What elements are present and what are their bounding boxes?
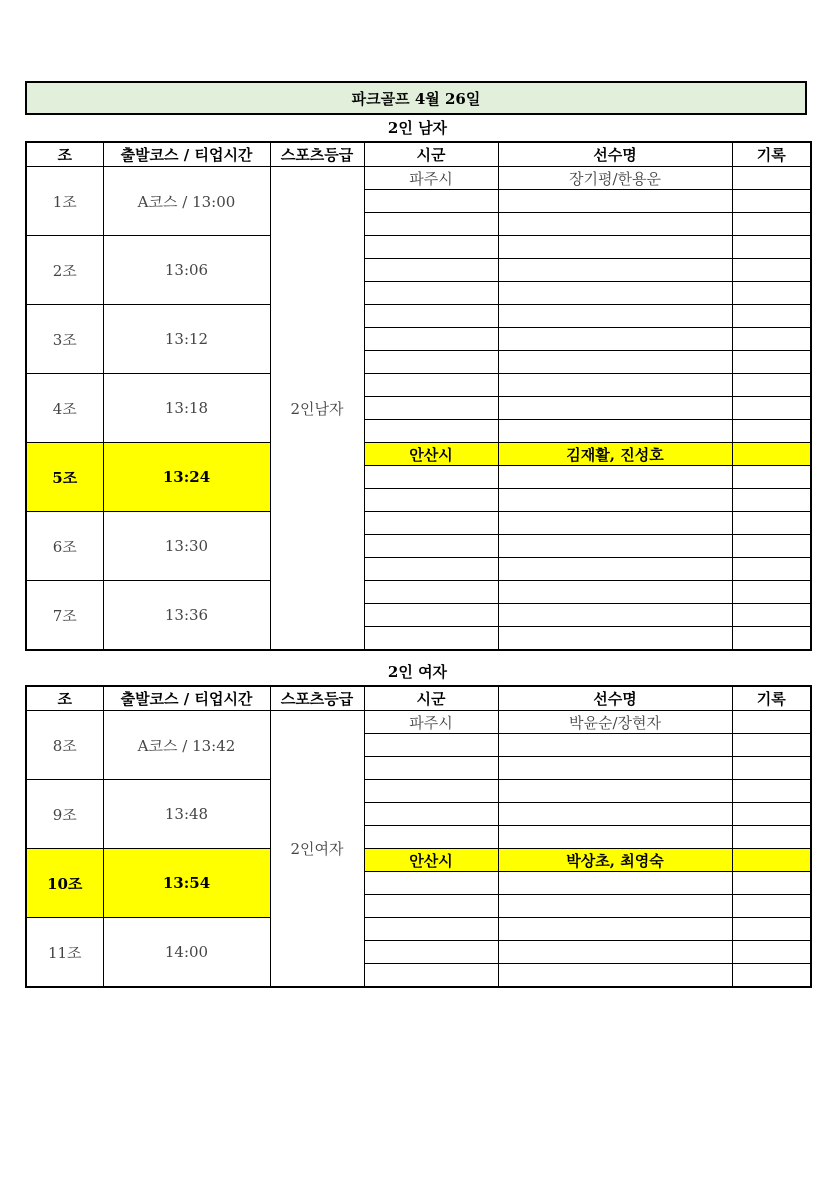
record-cell [732,803,811,826]
table-row [26,918,811,941]
record-cell [732,535,811,558]
city-cell: 안산시 [364,443,498,466]
players-cell [498,466,732,489]
group-cell: 9조 [26,780,103,849]
record-cell [732,711,811,734]
group-cell: 7조 [26,581,103,651]
record-cell [732,826,811,849]
record-cell [732,167,811,190]
city-cell [364,236,498,259]
city-cell [364,305,498,328]
players-cell [498,328,732,351]
record-cell [732,420,811,443]
players-cell [498,282,732,305]
city-cell [364,941,498,964]
table-row [26,780,811,803]
players-cell: 김재활, 진성호 [498,443,732,466]
record-cell [732,558,811,581]
record-cell [732,259,811,282]
city-cell [364,780,498,803]
tee-time-cell: A코스 / 13:00 [103,167,270,236]
schedule-table-men [25,141,812,651]
header-time: 출발코스 / 티업시간 [103,686,270,711]
header-group: 조 [26,686,103,711]
record-cell [732,780,811,803]
city-cell [364,558,498,581]
players-cell [498,757,732,780]
city-cell [364,374,498,397]
players-cell: 장기평/한용운 [498,167,732,190]
group-cell: 5조 [26,443,103,512]
record-cell [732,757,811,780]
players-cell [498,420,732,443]
players-cell [498,259,732,282]
group-cell: 11조 [26,918,103,988]
header-record: 기록 [732,142,811,167]
city-cell [364,190,498,213]
city-cell: 파주시 [364,711,498,734]
record-cell [732,581,811,604]
city-cell [364,420,498,443]
players-cell [498,780,732,803]
header-players: 선수명 [498,142,732,167]
table-row [26,305,811,328]
tee-time-cell: 13:54 [103,849,270,918]
table-header-row [26,142,811,167]
players-cell [498,512,732,535]
city-cell [364,397,498,420]
players-cell [498,558,732,581]
header-group: 조 [26,142,103,167]
tee-time-cell: 13:36 [103,581,270,651]
players-cell [498,872,732,895]
group-cell: 4조 [26,374,103,443]
players-cell [498,826,732,849]
players-cell: 박상초, 최영숙 [498,849,732,872]
city-cell [364,213,498,236]
group-cell: 10조 [26,849,103,918]
header-grade: 스포츠등급 [270,142,364,167]
players-cell [498,236,732,259]
tee-time-cell: 14:00 [103,918,270,988]
section-title-men: 2인 남자 [387,119,448,137]
header-record: 기록 [732,686,811,711]
header-players: 선수명 [498,686,732,711]
table-row [26,374,811,397]
city-cell [364,803,498,826]
city-cell [364,581,498,604]
city-cell [364,826,498,849]
record-cell [732,872,811,895]
record-cell [732,849,811,872]
tee-time-cell: A코스 / 13:42 [103,711,270,780]
table-row [26,849,811,872]
section-title-women: 2인 여자 [387,663,448,681]
city-cell: 파주시 [364,167,498,190]
record-cell [732,213,811,236]
table-row [26,236,811,259]
players-cell [498,374,732,397]
table-row [26,443,811,466]
players-cell [498,213,732,236]
record-cell [732,627,811,651]
header-city: 시군 [364,686,498,711]
record-cell [732,512,811,535]
players-cell [498,964,732,988]
record-cell [732,190,811,213]
players-cell [498,190,732,213]
record-cell [732,964,811,988]
table-header-row [26,686,811,711]
header-city: 시군 [364,142,498,167]
city-cell [364,282,498,305]
sport-grade-cell: 2인남자 [270,167,364,651]
record-cell [732,895,811,918]
schedule-table-women [25,685,812,988]
table-row [26,581,811,604]
players-cell [498,351,732,374]
record-cell [732,351,811,374]
group-cell: 8조 [26,711,103,780]
players-cell [498,581,732,604]
header-grade: 스포츠등급 [270,686,364,711]
table-row [26,711,811,734]
players-cell [498,941,732,964]
tee-time-cell: 13:30 [103,512,270,581]
record-cell [732,466,811,489]
players-cell [498,489,732,512]
city-cell [364,351,498,374]
record-cell [732,374,811,397]
players-cell [498,535,732,558]
record-cell [732,443,811,466]
city-cell [364,604,498,627]
group-cell: 3조 [26,305,103,374]
players-cell [498,803,732,826]
record-cell [732,604,811,627]
record-cell [732,489,811,512]
tee-time-cell: 13:48 [103,780,270,849]
city-cell [364,466,498,489]
city-cell [364,627,498,651]
players-cell [498,604,732,627]
record-cell [732,918,811,941]
tee-time-cell: 13:12 [103,305,270,374]
group-cell: 1조 [26,167,103,236]
city-cell [364,535,498,558]
table-row [26,512,811,535]
record-cell [732,941,811,964]
players-cell [498,918,732,941]
group-cell: 2조 [26,236,103,305]
players-cell [498,397,732,420]
players-cell [498,305,732,328]
city-cell [364,512,498,535]
city-cell [364,872,498,895]
tee-time-cell: 13:24 [103,443,270,512]
players-cell [498,627,732,651]
record-cell [732,282,811,305]
tee-time-cell: 13:18 [103,374,270,443]
tee-time-cell: 13:06 [103,236,270,305]
record-cell [732,305,811,328]
group-cell: 6조 [26,512,103,581]
players-cell: 박윤순/장현자 [498,711,732,734]
record-cell [732,236,811,259]
city-cell [364,328,498,351]
city-cell [364,964,498,988]
players-cell [498,734,732,757]
city-cell [364,259,498,282]
page-title: 파크골프 4월 26일 [25,81,807,115]
table-row [26,167,811,190]
record-cell [732,328,811,351]
record-cell [732,734,811,757]
city-cell: 안산시 [364,849,498,872]
city-cell [364,757,498,780]
city-cell [364,895,498,918]
city-cell [364,734,498,757]
city-cell [364,918,498,941]
record-cell [732,397,811,420]
sport-grade-cell: 2인여자 [270,711,364,988]
header-time: 출발코스 / 티업시간 [103,142,270,167]
players-cell [498,895,732,918]
city-cell [364,489,498,512]
